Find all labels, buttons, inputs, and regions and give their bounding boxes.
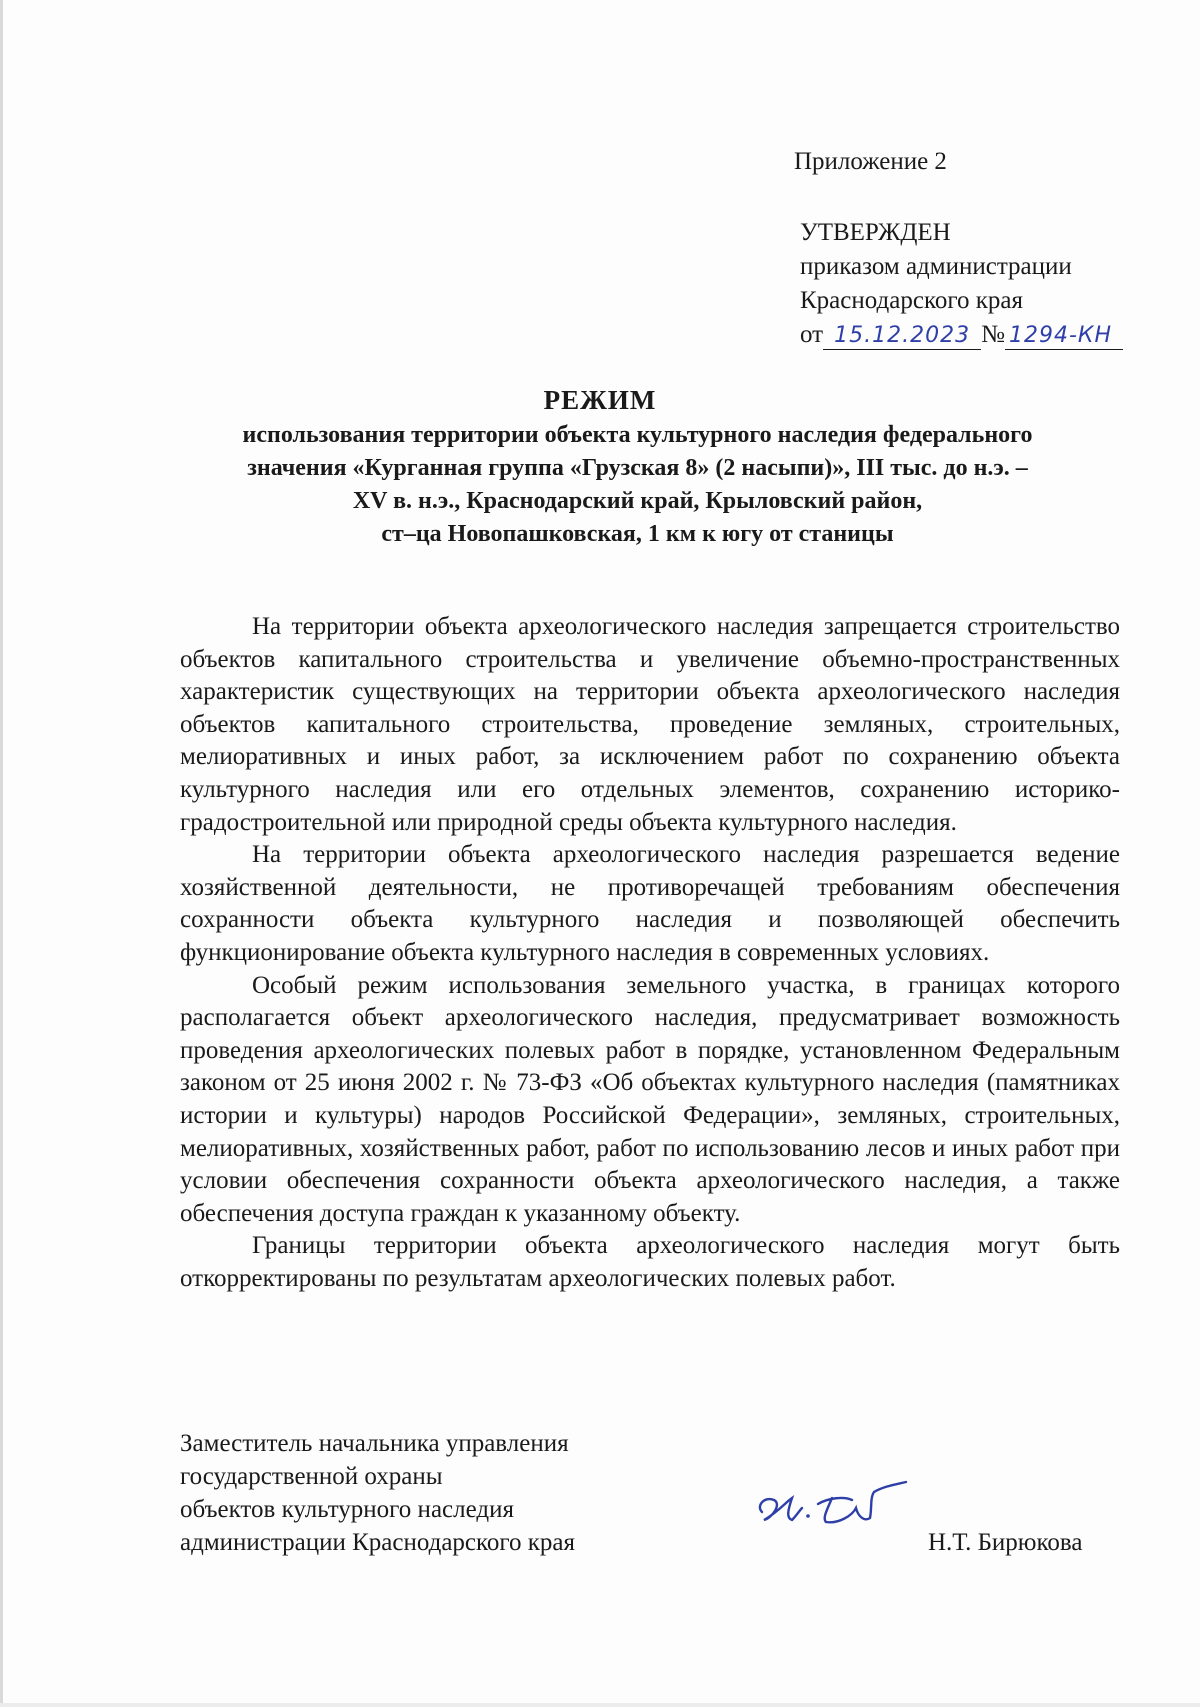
subtitle-line: значения «Курганная группа «Грузская 8» (2 насыпи)», III тыс. до н.э. –: [247, 455, 1028, 481]
scan-edge-bottom: [0, 1703, 1200, 1707]
order-date-handwritten: 15.12.2023: [823, 323, 981, 350]
subtitle-line: использования территории объекта культурного наследия федерального: [242, 422, 1033, 448]
body-paragraph: На территории объекта археологического наследия разрешается ведение хозяйственной деятельности, не противоречащей требованиям обеспечения сохранности объекта культурного наследия и позволяющей обеспечить функционирование объекта культурного наследия в современных условиях.: [180, 841, 1120, 966]
order-line-1: приказом администрации: [800, 253, 1072, 280]
order-date-number-line: [800, 318, 1123, 352]
body-paragraph: Особый режим использования земельного участка, в границах которого располагается объект археологического наследия, предусматривает возможность проведения археологических полевых работ в порядке, установленном Федеральным законом от 25 июня 2002 г. № 73-ФЗ «Об объектах культурного наследия (памятниках истории и культуры) народов Российской Федерации», земляных, строительных, мелиоративных, хозяйственных работ, работ по использованию лесов и иных работ при условии обеспечения сохранности объекта археологического наследия, а также обеспечения доступа граждан к указанному объекту.: [180, 971, 1120, 1227]
body-paragraph: На территории объекта археологического наследия запрещается строительство объектов капитального строительства и увеличение объемно-пространственных характеристик существующих на территории объекта археологического наследия объектов капитального строительства, проведение земляных, строительных, мелиоративных и иных работ, за исключением работ по сохранению объекта культурного наследия или его отдельных элементов, сохранению историко-градостроительной или природной среды объекта культурного наследия.: [180, 613, 1120, 836]
scan-edge-left: [0, 0, 3, 1707]
signer-position-line: объектов культурного наследия: [180, 1496, 514, 1523]
handwritten-signature-icon: [748, 1468, 908, 1538]
signer-position-line: государственной охраны: [180, 1463, 443, 1490]
body-paragraph: Границы территории объекта археологического наследия могут быть откорректированы по результатам археологических полевых работ.: [180, 1232, 1120, 1292]
date-prefix: от: [800, 321, 824, 348]
approved-label: УТВЕРЖДЕН: [800, 219, 951, 246]
number-prefix: №: [981, 321, 1005, 348]
subtitle-line: XV в. н.э., Краснодарский край, Крыловский район,: [352, 488, 923, 514]
signer-position-line: администрации Краснодарского края: [180, 1529, 576, 1556]
document-body: [180, 611, 1120, 1295]
subtitle-line: ст–ца Новопашковская, 1 км к югу от станицы: [381, 521, 894, 547]
order-number-handwritten: 1294-КН: [1005, 323, 1123, 350]
approval-block: [800, 216, 1123, 352]
signer-position-line: Заместитель начальника управления: [180, 1430, 569, 1457]
document-subtitle: [150, 419, 1125, 551]
document-title: РЕЖИМ: [543, 385, 657, 415]
signer-position: [180, 1427, 575, 1559]
order-line-2: Краснодарского края: [800, 287, 1023, 314]
signer-name: Н.Т. Бирюкова: [928, 1529, 1083, 1556]
appendix-label: Приложение 2: [794, 148, 947, 175]
